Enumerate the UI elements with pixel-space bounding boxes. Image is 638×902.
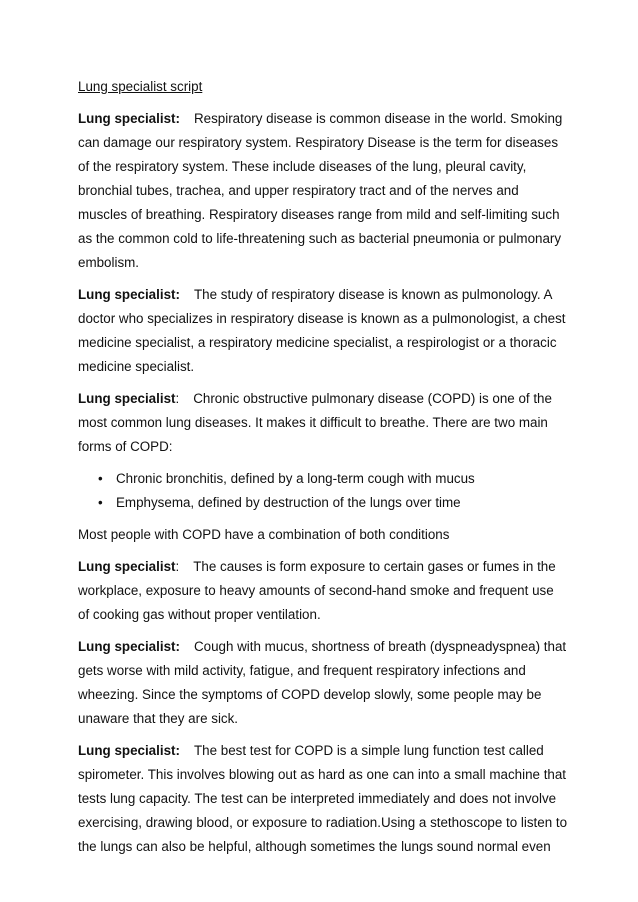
speaker-label: Lung specialist: (78, 111, 180, 126)
speaker-name: Lung specialist (78, 287, 176, 302)
speaker-label: Lung specialist: (78, 391, 180, 406)
list-item (98, 491, 568, 515)
paragraph-pulmonology (78, 283, 568, 379)
bullet-icon: • (98, 495, 103, 510)
speaker-label: Lung specialist: (78, 559, 180, 574)
speaker-name: Lung specialist (78, 391, 176, 406)
list-item-text: Emphysema, defined by destruction of the lungs over time (116, 495, 461, 510)
paragraph-respiratory-disease (78, 107, 568, 275)
list-item (98, 467, 568, 491)
paragraph-text: The best test for COPD is a simple lung function test called spirometer. This involves blowing out as hard as one can into a small machine that tests lung capacity. The test can be interpreted immediately and does not involve exercising, drawing blood, or exposure to radiation.Using a stethoscope to listen to the lungs can also be helpful, although sometimes the lungs sound normal even (78, 743, 568, 854)
speaker-name: Lung specialist (78, 743, 176, 758)
list-item-text: Chronic bronchitis, defined by a long-term cough with mucus (116, 471, 475, 486)
paragraph-text: The study of respiratory disease is known as pulmonology. A doctor who specializes in respiratory disease is known as a pulmonologist, a chest medicine specialist, a respiratory medicine specialist, a respirologist or a thoracic medicine specialist. (78, 287, 566, 374)
document-title: Lung specialist script (78, 79, 203, 94)
paragraph-text: Cough with mucus, shortness of breath (dyspneadyspnea) that gets worse with mild activity, fatigue, and frequent respiratory infections and wheezing. Since the symptoms of COPD develop slowly, some people may be unaware that they are sick. (78, 639, 567, 726)
paragraph-copd (78, 387, 568, 459)
paragraph-text: The causes is form exposure to certain gases or fumes in the workplace, exposure to heavy amounts of second-hand smoke and frequent use of cooking gas without proper ventilation. (78, 559, 556, 622)
speaker-name: Lung specialist (78, 639, 176, 654)
paragraph-text: Respiratory disease is common disease in the world. Smoking can damage our respiratory system. Respiratory Disease is the term for diseases of the respiratory system. These include diseases of the lung, pleural cavity, bronchial tubes, trachea, and upper respiratory tract and of the nerves and muscles of breathing. Respiratory diseases range from mild and self-limiting such as the common cold to life-threatening such as bacterial pneumonia or pulmonary embolism. (78, 111, 563, 270)
speaker-label: Lung specialist: (78, 287, 180, 302)
speaker-label: Lung specialist: (78, 639, 180, 654)
bullet-icon: • (98, 471, 103, 486)
copd-forms-list (78, 467, 568, 515)
document-page (78, 75, 568, 867)
speaker-label: Lung specialist: (78, 743, 180, 758)
paragraph-testing (78, 739, 568, 859)
paragraph-causes (78, 555, 568, 627)
speaker-name: Lung specialist (78, 111, 176, 126)
paragraph-symptoms (78, 635, 568, 731)
paragraph-text: Chronic obstructive pulmonary disease (COPD) is one of the most common lung diseases. It makes it difficult to breathe. There are two main forms of COPD: (78, 391, 552, 454)
paragraph-combination: Most people with COPD have a combination of both conditions (78, 527, 450, 542)
speaker-name: Lung specialist (78, 559, 176, 574)
